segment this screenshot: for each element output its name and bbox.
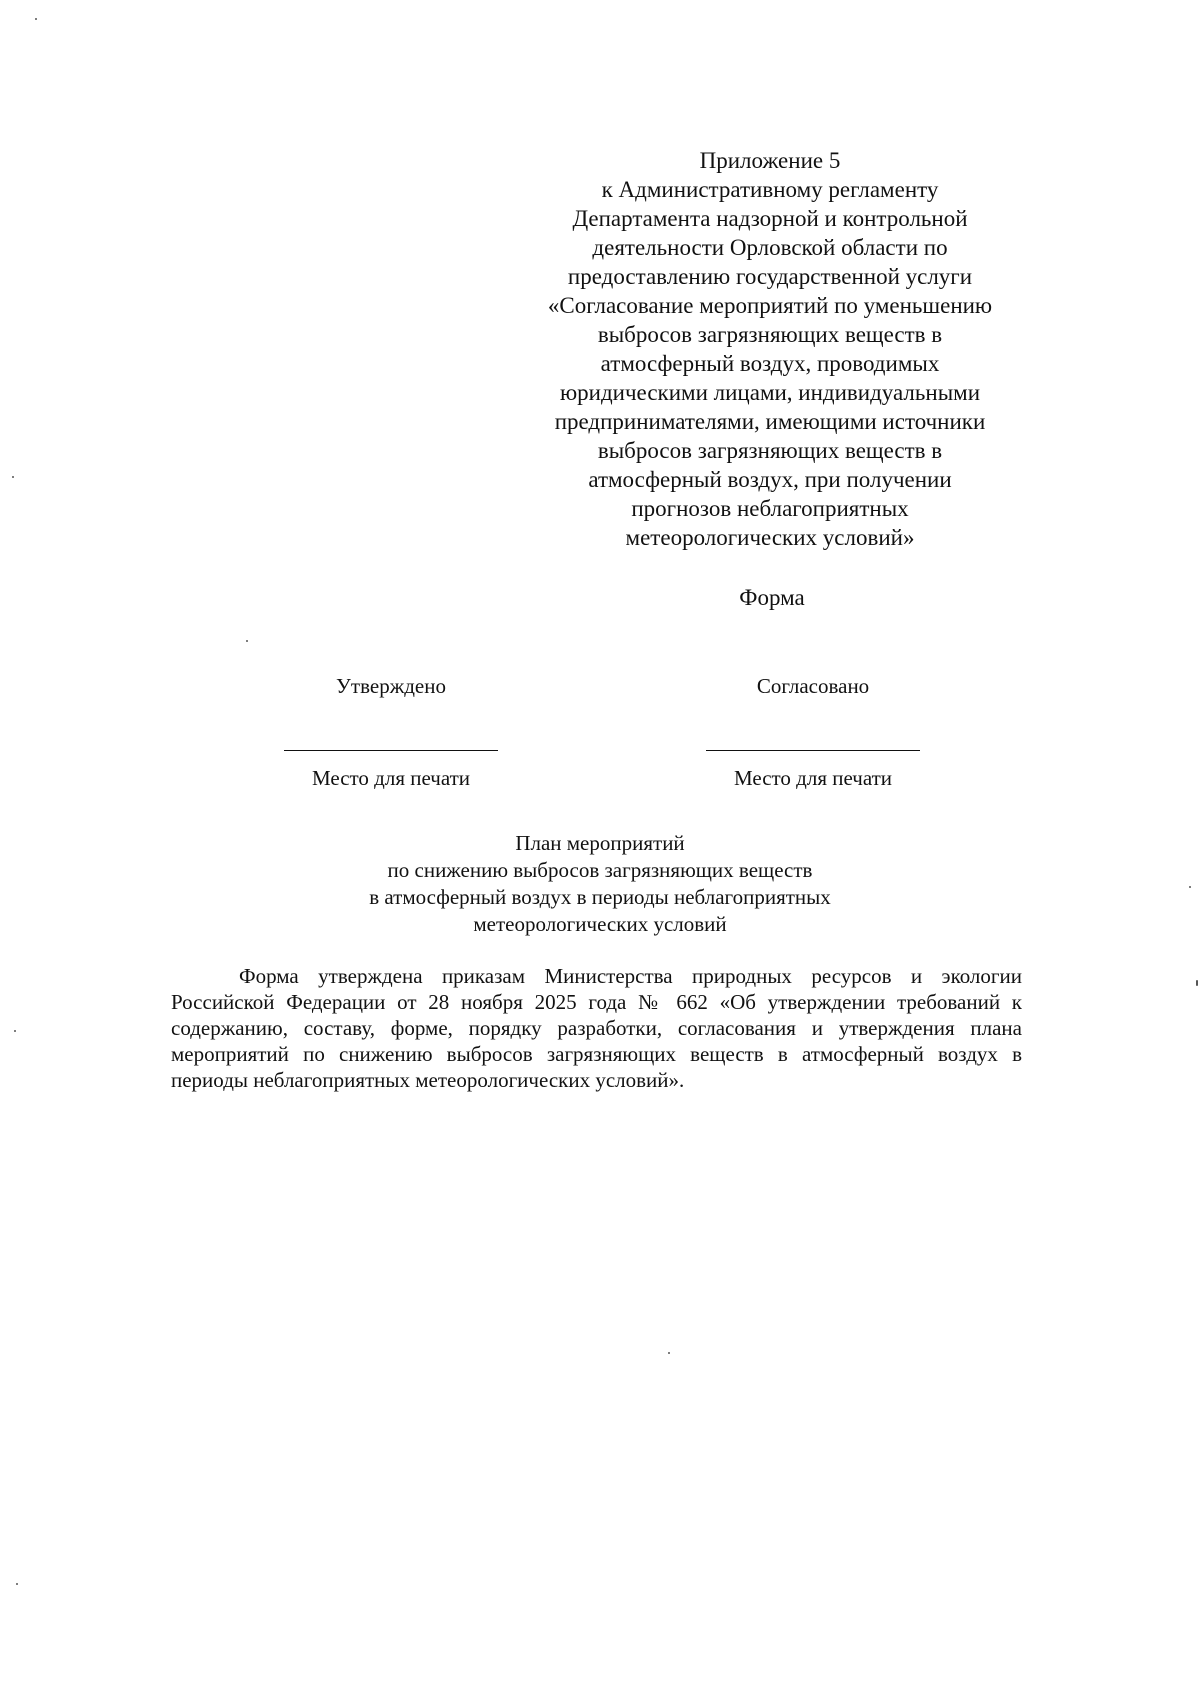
appendix-line: выбросов загрязняющих веществ в (597, 322, 943, 347)
scan-speck (12, 476, 14, 478)
appendix-header (512, 146, 1028, 552)
plan-title-line: метеорологических условий (473, 912, 727, 936)
plan-title-line: в атмосферный воздух в периоды неблагоприятных (369, 885, 831, 909)
plan-title (300, 830, 900, 938)
approved-signature-line (284, 750, 498, 751)
scan-speck (668, 1352, 670, 1354)
scan-speck (14, 1030, 16, 1032)
appendix-line: деятельности Орловской области по (592, 235, 948, 260)
agreed-title: Согласовано (756, 674, 870, 698)
approved-stamp-place: Место для печати (311, 766, 471, 790)
approved-title: Утверждено (336, 674, 446, 698)
appendix-line: предпринимателями, имеющими источники (554, 409, 986, 434)
appendix-line: к Административному регламенту (601, 177, 939, 202)
form-label: Форма (739, 585, 805, 610)
appendix-line: Приложение 5 (699, 148, 841, 173)
scan-speck (1189, 886, 1191, 888)
appendix-line: метеорологических условий» (625, 525, 915, 550)
appendix-line: юридическими лицами, индивидуальными (559, 380, 981, 405)
appendix-line: Департамента надзорной и контрольной (572, 206, 968, 231)
agreed-stamp-place: Место для печати (733, 766, 893, 790)
appendix-line: атмосферный воздух, при получении (588, 467, 952, 492)
scan-speck (1196, 980, 1198, 986)
appendix-line: прогнозов неблагоприятных (631, 496, 909, 521)
plan-title-line: по снижению выбросов загрязняющих веществ (387, 858, 813, 882)
appendix-line: атмосферный воздух, проводимых (600, 351, 940, 376)
scan-speck (246, 640, 248, 642)
scan-speck (16, 1583, 18, 1585)
appendix-line: предоставлению государственной услуги (567, 264, 973, 289)
plan-title-line: План мероприятий (515, 831, 685, 855)
appendix-line: выбросов загрязняющих веществ в (597, 438, 943, 463)
agreed-signature-line (706, 750, 920, 751)
scan-speck (35, 18, 37, 20)
appendix-line: «Согласование мероприятий по уменьшению (547, 293, 993, 318)
form-approval-paragraph: Форма утверждена приказам Министерства природных ресурсов и экологии Российской Федерации от 28 ноября 2025 года № 662 «Об утверждении требований к содержанию, составу, форме, порядку разработки, согласования и утверждения плана мероприятий по снижению выбросов загрязняющих веществ в атмосферный воздух в периоды неблагоприятных метеорологических условий». (171, 964, 1022, 1092)
